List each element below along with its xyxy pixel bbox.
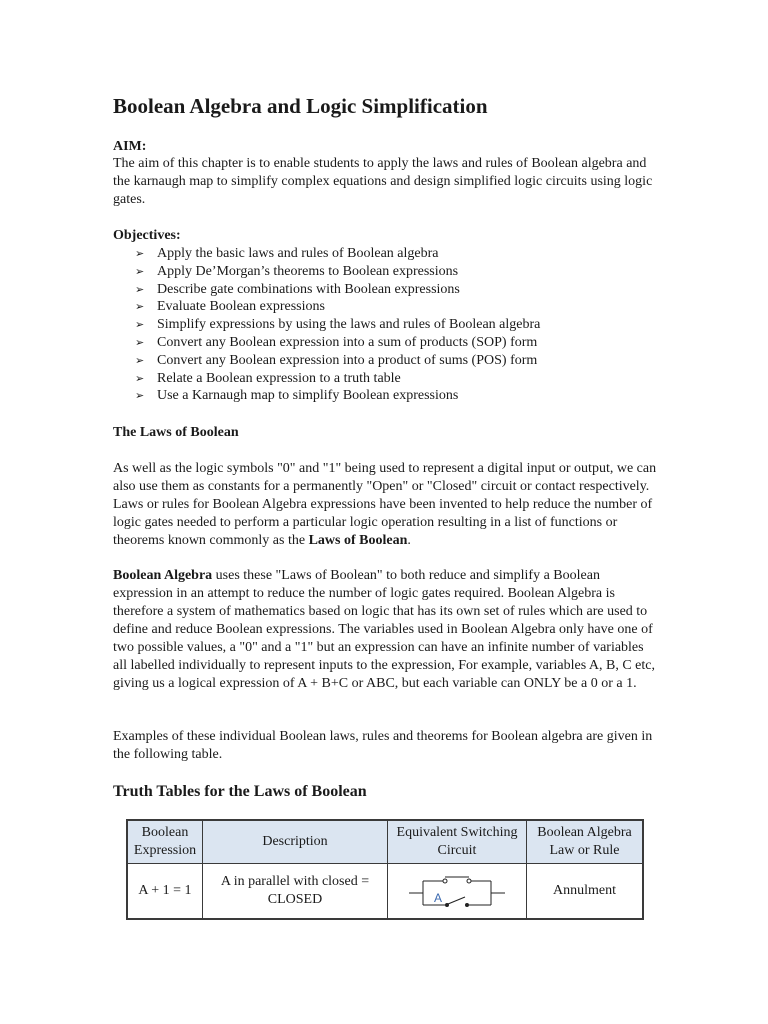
header-expression: Boolean Expression xyxy=(127,820,203,864)
list-item: ➢ Evaluate Boolean expressions xyxy=(135,299,325,315)
list-item: ➢ Apply De’Morgan’s theorems to Boolean expressions xyxy=(135,263,459,279)
cell-expression: A + 1 = 1 xyxy=(127,864,203,920)
boolean-algebra-term: Boolean Algebra xyxy=(113,568,213,583)
arrow-bullet-icon: ➢ xyxy=(135,353,145,367)
list-item: ➢ Simplify expressions by using the laws and rules of Boolean algebra xyxy=(135,317,541,333)
list-item: ➢ Apply the basic laws and rules of Boolean algebra xyxy=(135,246,439,261)
switch-label: A xyxy=(434,891,443,905)
arrow-bullet-icon: ➢ xyxy=(135,389,145,403)
table-heading: Truth Tables for the Laws of Boolean xyxy=(113,783,367,800)
arrow-bullet-icon: ➢ xyxy=(135,247,145,260)
header-circuit: Equivalent Switching Circuit xyxy=(388,820,527,864)
list-item: ➢ Use a Karnaugh map to simplify Boolean expressions xyxy=(135,388,459,404)
cell-description: A in parallel with closed = CLOSED xyxy=(203,864,388,920)
arrow-bullet-icon: ➢ xyxy=(135,282,145,296)
objectives-list xyxy=(135,245,540,405)
table-row xyxy=(127,864,643,920)
document-title: Boolean Algebra and Logic Simplification xyxy=(113,94,488,118)
list-item: ➢ Relate a Boolean expression to a truth table xyxy=(135,370,401,386)
laws-heading: The Laws of Boolean xyxy=(113,425,239,440)
arrow-bullet-icon: ➢ xyxy=(135,300,145,314)
boolean-laws-table xyxy=(126,819,644,920)
examples-paragraph: Examples of these individual Boolean laws, rules and theorems for Boolean algebra are given in the following table. xyxy=(113,729,653,762)
arrow-bullet-icon: ➢ xyxy=(135,371,145,385)
objectives-heading: Objectives: xyxy=(113,228,181,243)
cell-circuit xyxy=(388,864,527,920)
arrow-bullet-icon: ➢ xyxy=(135,335,145,349)
list-item: ➢ Convert any Boolean expression into a product of sums (POS) form xyxy=(135,352,538,368)
arrow-bullet-icon: ➢ xyxy=(135,264,145,278)
list-item: ➢ Describe gate combinations with Boolean expressions xyxy=(135,281,460,297)
parallel-switch-circuit-icon xyxy=(407,869,507,913)
aim-heading: AIM: xyxy=(113,139,147,154)
header-law: Boolean Algebra Law or Rule xyxy=(527,820,644,864)
table-header-row xyxy=(127,820,643,864)
laws-paragraph: As well as the logic symbols "0" and "1" being used to represent a digital input or output, we can also use them as constants for a permanently "Open" or "Closed" circuit or contact respectively. Laws or rules for Boolean Algebra expressions have been invented to help reduce the number of logic gates needed to perform a particular logic operation resulting in a list of functions or theorems known commonly as the Laws of Boolean. xyxy=(113,461,657,548)
header-description: Description xyxy=(203,820,388,864)
boolean-algebra-paragraph: Boolean Algebra uses these "Laws of Boolean" to both reduce and simplify a Boolean expression in an attempt to reduce the number of logic gates required. Boolean Algebra is therefore a system of mathematics based on logic that has its own set of rules which are used to define and reduce Boolean expressions. The variables used in Boolean Algebra only have one of two possible values, a "0" and a "1" but an expression can have an infinite number of variables all labelled individually to represent inputs to the expression, For example, variables A, B, C etc, giving us a logical expression of A + B+C or ABC, but each variable can ONLY be a 0 or a 1. xyxy=(113,568,655,691)
cell-law: Annulment xyxy=(527,864,644,920)
laws-of-boolean-term: Laws of Boolean xyxy=(308,533,408,548)
arrow-bullet-icon: ➢ xyxy=(135,318,145,332)
aim-text: The aim of this chapter is to enable students to apply the laws and rules of Boolean algebra and the karnaugh map to simplify complex equations and design simplified logic circuits using logic gates. xyxy=(113,156,653,207)
list-item: ➢ Convert any Boolean expression into a sum of products (SOP) form xyxy=(135,334,538,350)
